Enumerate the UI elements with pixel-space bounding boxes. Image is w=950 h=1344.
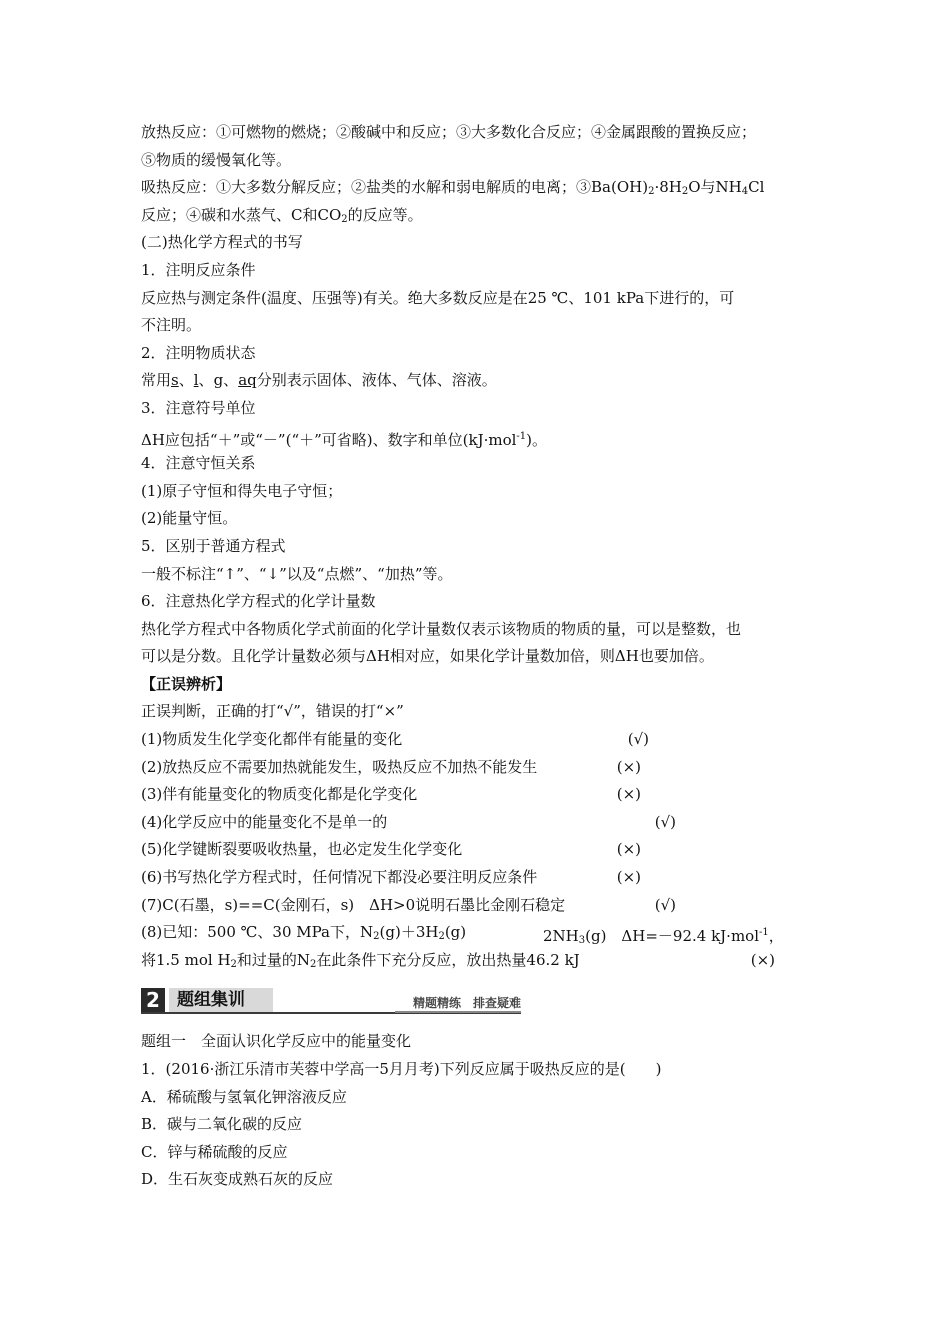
banner-number: 2 — [141, 988, 165, 1012]
judge-mark: (×) — [750, 950, 775, 969]
judge-text: (6)书写热化学方程式时，任何情况下都没必要注明反应条件 — [141, 868, 538, 887]
exothermic-line-1: 放热反应：①可燃物的燃烧；②酸碱中和反应；③大多数化合反应；④金属跟酸的置换反应； — [141, 123, 757, 141]
point-6-text-1: 热化学方程式中各物质化学式前面的化学计量数仅表示该物质的物质的量，可以是整数，也 — [141, 619, 742, 638]
point-5-text: 一般不标注“↑”、“↓”以及“点燃”、“加热”等。 — [141, 564, 453, 583]
option-item: D．生石灰变成熟石灰的反应 — [141, 1170, 334, 1189]
judge-mark: (√) — [654, 812, 676, 831]
point-3-text: ΔH应包括“＋”或“－”(“＋”可省略)、数字和单位(kJ·mol$^{-1}$)。 — [141, 430, 548, 449]
endothermic-line-2: 反应；④碳和水蒸气、C和$CO_2$的反应等。 — [141, 205, 423, 225]
judge-item — [141, 726, 821, 754]
judge-item — [141, 892, 821, 920]
judge-item — [141, 781, 821, 809]
judge-item — [141, 754, 821, 782]
judge-text: (1)物质发生化学变化都伴有能量的变化 — [141, 730, 403, 749]
judge-item — [141, 864, 821, 892]
point-4-b: (2)能量守恒。 — [141, 509, 238, 528]
question-1: 1．(2016·浙江乐清市芙蓉中学高一5月月考)下列反应属于吸热反应的是( ) — [141, 1060, 662, 1078]
judge-mark: (√) — [627, 730, 649, 749]
document-body — [141, 119, 821, 1194]
point-1-text-2: 不注明。 — [141, 316, 202, 335]
point-5-heading: 5．区别于普通方程式 — [141, 536, 286, 555]
judge-text: (5)化学键断裂要吸收热量，也必定发生化学变化 — [141, 840, 463, 859]
banner-tag: 精题精练 排查疑难 — [395, 994, 521, 1013]
judge-mark: (×) — [616, 868, 641, 887]
option-item: A．稀硫酸与氢氧化钾溶液反应 — [141, 1087, 347, 1106]
point-6-heading: 6．注意热化学方程式的化学计量数 — [141, 592, 376, 611]
banner-title: 题组集训 — [169, 988, 273, 1012]
judge-item-8-line-1: (8)已知：500 ℃、30 MPa下，$N_2(g)+3H_2(g)$ $2NH_3(g)$ ΔH=－92.4 kJ·mol$^{-1}$， — [141, 923, 784, 947]
option-item: C．锌与稀硫酸的反应 — [141, 1142, 288, 1161]
point-4-heading: 4．注意守恒关系 — [141, 454, 256, 473]
section-banner — [141, 988, 821, 1014]
point-1-text-1: 反应热与测定条件(温度、压强等)有关。绝大多数反应是在25 ℃、101 kPa下进行的，可 — [141, 288, 735, 307]
exothermic-line-2: ⑤物质的缓慢氧化等。 — [141, 150, 292, 169]
judge-heading: 【正误辨析】 — [141, 674, 232, 693]
judge-text: (7)C(石墨，s)==C(金刚石，s) ΔH>0说明石墨比金刚石稳定 — [141, 895, 566, 914]
option-item: B．碳与二氧化碳的反应 — [141, 1115, 303, 1134]
judge-item — [141, 836, 821, 864]
group-title: 题组一 全面认识化学反应中的能量变化 — [141, 1032, 412, 1051]
point-2-heading: 2．注明物质状态 — [141, 343, 256, 362]
question-options — [141, 1084, 821, 1194]
point-3-heading: 3．注意符号单位 — [141, 398, 256, 417]
judge-text: (3)伴有能量变化的物质变化都是化学变化 — [141, 785, 418, 804]
point-4-a: (1)原子守恒和得失电子守恒； — [141, 481, 343, 500]
judge-item-8-line-2: 将1.5 mol $H_2$和过量的$N_2$在此条件下充分反应，放出热量46.2 kJ (×) — [141, 947, 821, 975]
judge-item — [141, 809, 821, 837]
judge-list — [141, 726, 821, 919]
point-2-text: 常用s、l、g、aq分别表示固体、液体、气体、溶液。 — [141, 371, 497, 390]
judge-mark: (×) — [616, 840, 641, 859]
point-6-text-2: 可以是分数。且化学计量数必须与ΔH相对应，如果化学计量数加倍，则ΔH也要加倍。 — [141, 647, 714, 666]
judge-intro: 正误判断，正确的打“√”，错误的打“×” — [141, 702, 404, 721]
judge-mark: (√) — [654, 895, 676, 914]
judge-mark: (×) — [616, 785, 641, 804]
judge-mark: (×) — [616, 757, 641, 776]
endothermic-line-1: 吸热反应：①大多数分解反应；②盐类的水解和弱电解质的电离；$③Ba(OH)_2\cdot 8H_2O$与$NH_4Cl$ — [141, 178, 765, 198]
section-heading: (二)热化学方程式的书写 — [141, 233, 303, 252]
judge-text: (4)化学反应中的能量变化不是单一的 — [141, 812, 388, 831]
judge-text: (2)放热反应不需要加热就能发生，吸热反应不加热不能发生 — [141, 757, 538, 776]
point-1-heading: 1．注明反应条件 — [141, 260, 256, 279]
